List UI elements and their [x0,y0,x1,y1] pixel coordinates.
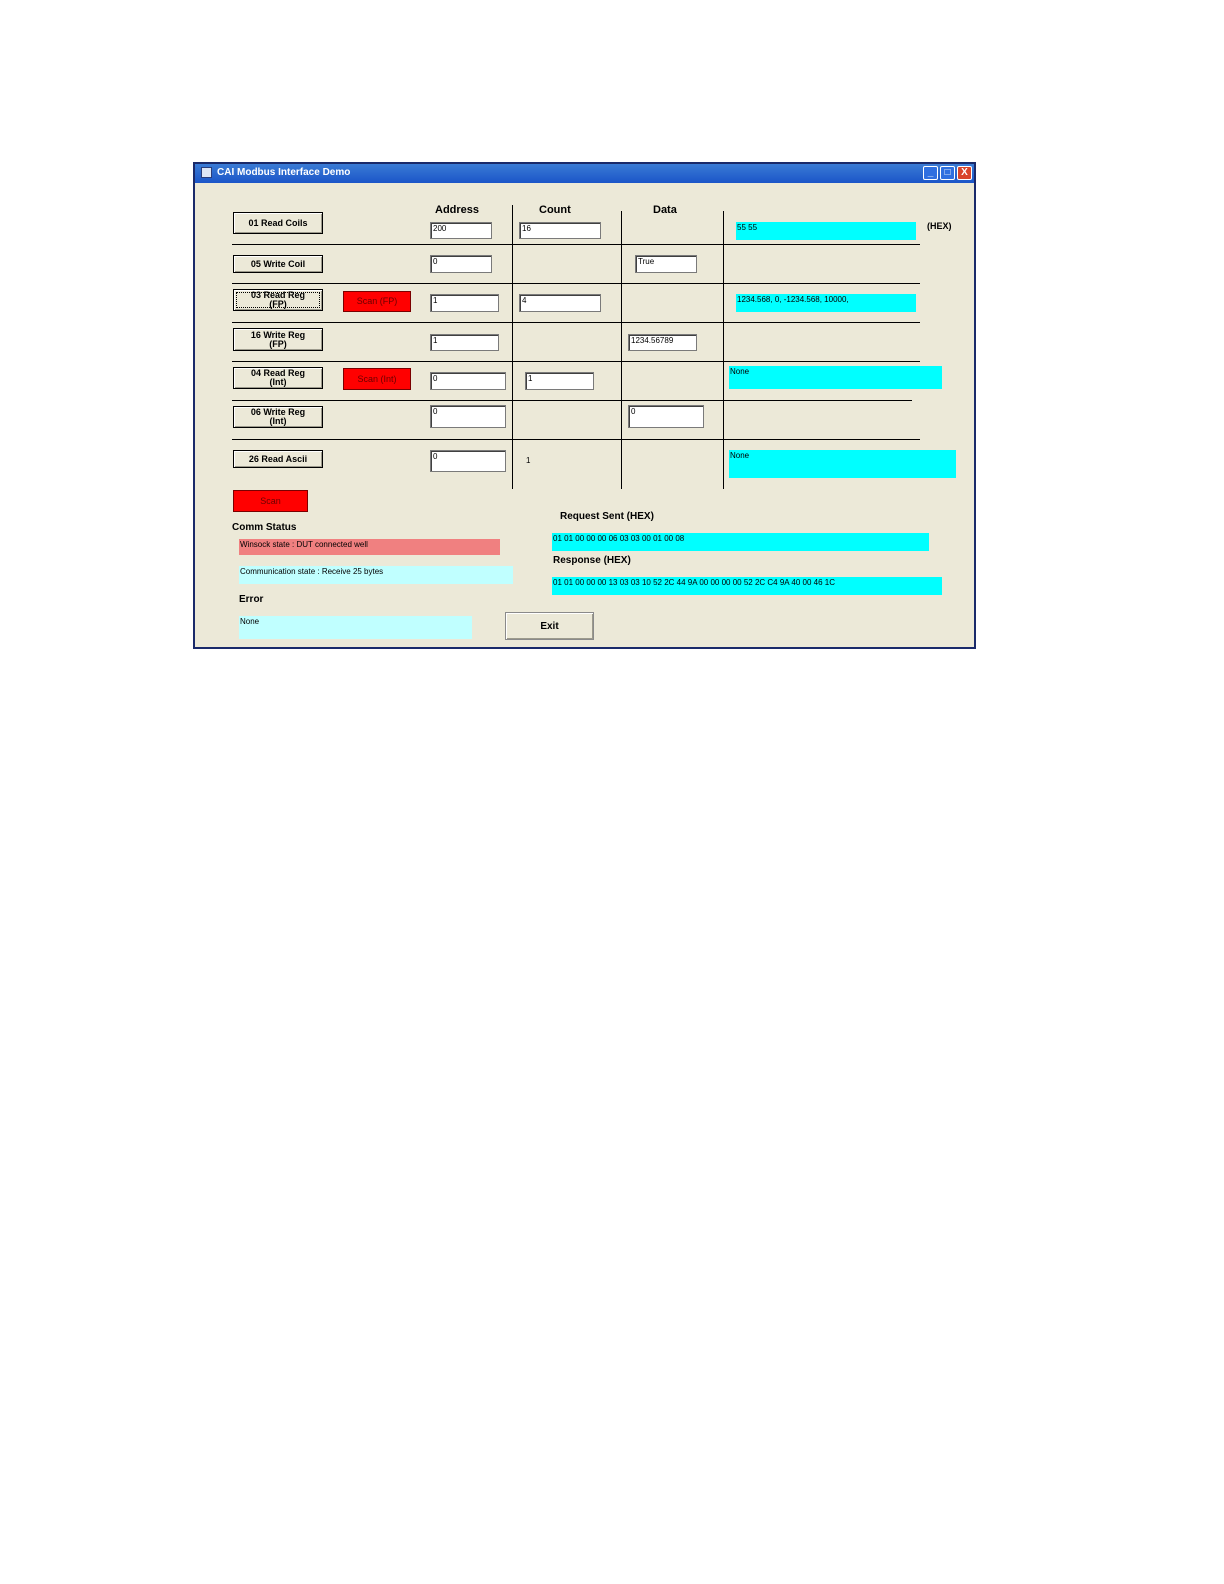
app-window [193,162,976,649]
read-reg-int-label-1: 04 Read Reg [250,368,306,378]
column-separator [621,211,622,489]
read-coils-result: 55 55 [736,222,916,240]
write-reg-int-label-2: (Int) [269,416,287,426]
close-button[interactable]: X [957,166,972,180]
read-reg-int-result: None [729,366,942,389]
title-bar[interactable] [195,164,974,183]
write-coil-address-input[interactable]: 0 [430,255,492,273]
write-reg-fp-button[interactable] [233,328,323,351]
read-reg-int-label-2: (Int) [269,377,287,387]
response-label: Response (HEX) [553,555,631,566]
error-label: Error [239,594,264,605]
read-ascii-result: None [729,450,956,478]
exit-button[interactable]: Exit [505,612,594,640]
read-coils-button[interactable]: 01 Read Coils [233,212,323,234]
winsock-state: Winsock state : DUT connected well [239,539,500,555]
error-value: None [239,616,472,639]
data-header: Data [653,204,677,216]
write-reg-int-data-input[interactable]: 0 [628,405,704,428]
scan-fp-button[interactable]: Scan (FP) [343,291,411,312]
column-separator [512,205,513,489]
read-reg-fp-label-1: 03 Read Reg [250,290,306,300]
row-separator [232,244,920,245]
hex-label: (HEX) [927,221,952,231]
read-reg-int-address-input[interactable]: 0 [430,372,506,390]
content-area [195,183,974,647]
write-reg-fp-data-input[interactable]: 1234.56789 [628,334,697,351]
write-reg-int-label-1: 06 Write Reg [250,407,306,417]
response-value: 01 01 00 00 00 13 03 03 10 52 2C 44 9A 00 00 00 00 52 2C C4 9A 40 00 46 1C [552,577,942,595]
write-coil-data-input[interactable]: True [635,255,697,273]
write-reg-fp-label-1: 16 Write Reg [250,329,306,340]
comm-status-label: Comm Status [232,522,297,533]
row-separator [232,283,920,284]
communication-state: Communication state : Receive 25 bytes [239,566,513,584]
read-reg-int-count-input[interactable]: 1 [525,372,594,390]
read-coils-count-input[interactable]: 16 [519,222,601,239]
read-reg-fp-address-input[interactable]: 1 [430,294,499,312]
count-header: Count [539,204,571,216]
row-separator [232,361,920,362]
minimize-button[interactable]: _ [923,166,938,180]
window-title: CAI Modbus Interface Demo [217,167,351,178]
read-reg-fp-button[interactable] [233,289,323,311]
address-header: Address [435,204,480,216]
maximize-button[interactable]: □ [940,166,955,180]
read-ascii-count: 1 [526,456,531,465]
read-ascii-button[interactable]: 26 Read Ascii [233,450,323,468]
read-reg-int-button[interactable] [233,367,323,389]
read-reg-fp-count-input[interactable]: 4 [519,294,601,312]
write-coil-button[interactable]: 05 Write Coil [233,255,323,273]
request-label: Request Sent (HEX) [560,511,654,522]
request-value: 01 01 00 00 00 06 03 03 00 01 00 08 [552,533,929,551]
write-reg-fp-address-input[interactable]: 1 [430,334,499,351]
read-reg-fp-result: 1234.568, 0, -1234.568, 10000, [736,294,916,312]
write-reg-int-button[interactable] [233,406,323,428]
read-reg-fp-label-2: (FP) [269,299,287,309]
read-ascii-address-input[interactable]: 0 [430,450,506,472]
write-reg-int-address-input[interactable]: 0 [430,405,506,428]
row-separator [232,400,912,401]
row-separator [232,439,920,440]
write-reg-fp-label-2: (FP) [269,338,287,349]
app-icon [201,167,212,178]
column-separator [723,211,724,489]
scan-button[interactable]: Scan [233,490,308,512]
read-coils-address-input[interactable]: 200 [430,222,492,239]
row-separator [232,322,920,323]
scan-int-button[interactable]: Scan (Int) [343,368,411,390]
